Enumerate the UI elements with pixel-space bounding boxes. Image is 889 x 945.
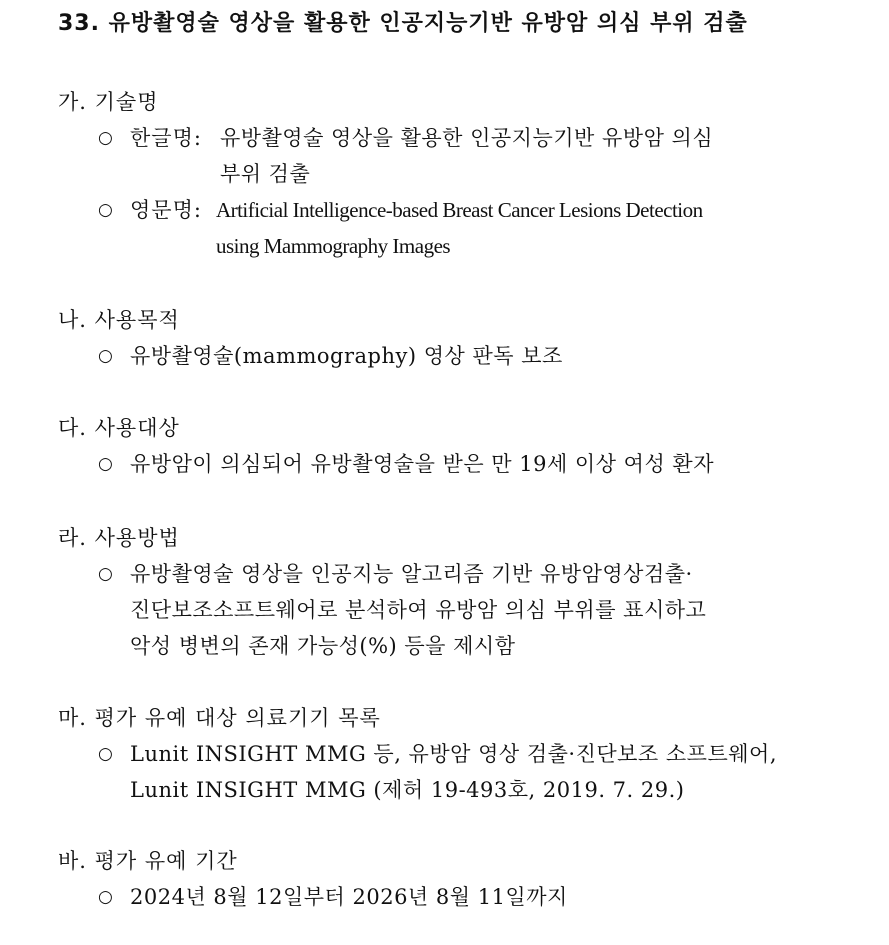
list-item-english-name [58,192,838,264]
circle-bullet-icon: ○ [98,564,113,584]
item-value [202,192,838,264]
list-item [58,556,838,664]
section-heading: 마. 평가 유예 대상 의료기기 목록 [58,706,381,730]
section-device-list [58,700,838,808]
text-line: using Mammography Images [215,234,451,258]
list-item [58,736,838,808]
section-heading: 라. 사용방법 [58,526,180,550]
list-item [58,446,838,482]
item-label: 한글명: [130,126,202,150]
section-deferral-period [58,843,838,915]
text-line: Artificial Intelligence-based Breast Cancer Lesions Detection [215,198,703,222]
section-heading: 나. 사용목적 [58,308,180,332]
section-purpose [58,302,838,374]
circle-bullet-icon: ○ [98,887,113,907]
section-heading: 가. 기술명 [58,90,159,114]
circle-bullet-icon: ○ [98,128,113,148]
section-heading: 다. 사용대상 [58,416,180,440]
text-line: 유방촬영술(mammography) 영상 판독 보조 [130,344,563,368]
section-method [58,520,838,664]
text-line: 악성 병변의 존재 가능성(%) 등을 제시함 [130,634,516,658]
circle-bullet-icon: ○ [98,454,113,474]
item-text [130,736,810,808]
text-line: 유방촬영술 영상을 인공지능 알고리즘 기반 유방암영상검출· [130,562,693,586]
text-line: 진단보조소프트웨어로 분석하여 유방암 의심 부위를 표시하고 [130,598,707,622]
list-item [58,879,838,915]
text-line: 2024년 8월 12일부터 2026년 8월 11일까지 [130,885,568,909]
text-line: 유방촬영술 영상을 활용한 인공지능기반 유방암 의심 [219,126,714,150]
text-line: 부위 검출 [219,162,311,186]
document-title: 33. 유방촬영술 영상을 활용한 인공지능기반 유방암 의심 부위 검출 [58,11,748,36]
circle-bullet-icon: ○ [98,744,113,764]
section-target [58,410,838,482]
circle-bullet-icon: ○ [98,346,113,366]
item-text [130,556,810,664]
text-line: Lunit INSIGHT MMG (제허 19-493호, 2019. 7. 29.) [130,778,685,802]
item-value [202,120,838,192]
list-item-korean-name [58,120,838,192]
text-line: Lunit INSIGHT MMG 등, 유방암 영상 검출·진단보조 소프트웨어, [130,742,777,766]
text-line: 유방암이 의심되어 유방촬영술을 받은 만 19세 이상 여성 환자 [130,452,714,476]
section-technology-name [58,84,838,264]
item-label: 영문명: [130,198,202,222]
circle-bullet-icon: ○ [98,200,113,220]
list-item [58,338,838,374]
section-heading: 바. 평가 유예 기간 [58,849,238,873]
